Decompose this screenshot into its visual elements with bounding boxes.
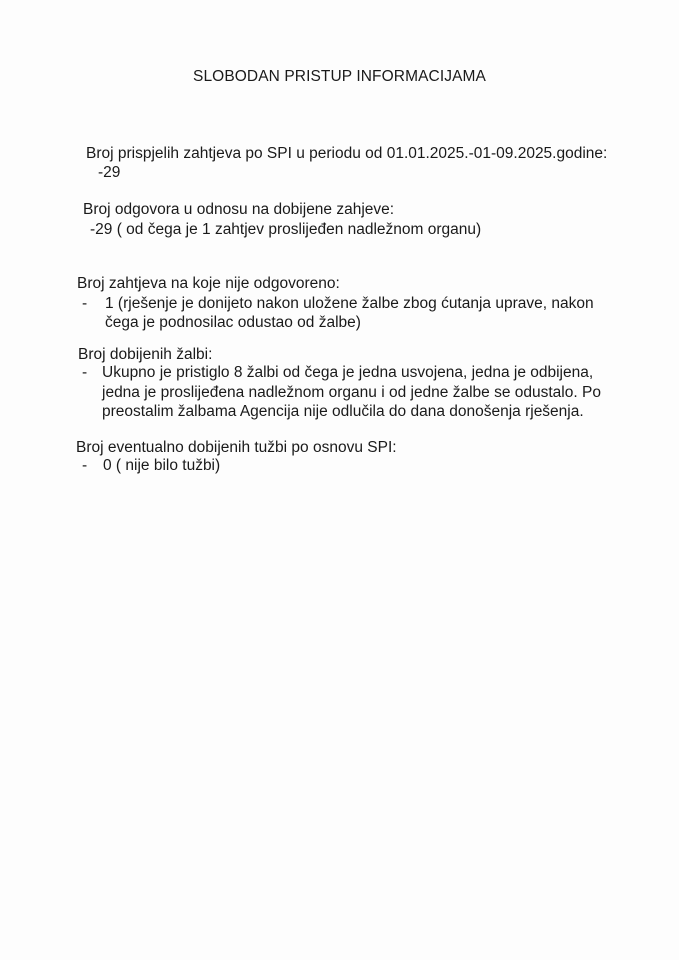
lawsuits-bullet: - (82, 457, 88, 474)
requests-received-value: -29 (98, 164, 121, 181)
unanswered-line-1: 1 (rješenje je donijeto nakon uložene žalbe zbog ćutanja uprave, nakon (105, 295, 594, 312)
lawsuits-heading: Broj eventualno dobijenih tužbi po osnovu SPI: (76, 439, 397, 456)
unanswered-heading: Broj zahtjeva na koje nije odgovoreno: (77, 275, 340, 292)
appeals-heading: Broj dobijenih žalbi: (78, 346, 213, 363)
appeals-line-1: Ukupno je pristiglo 8 žalbi od čega je jedna usvojena, jedna je odbijena, (102, 364, 594, 381)
document-title: SLOBODAN PRISTUP INFORMACIJAMA (193, 68, 486, 85)
responses-value: -29 ( od čega je 1 zahtjev proslijeđen nadležnom organu) (90, 221, 482, 238)
appeals-bullet: - (82, 364, 88, 381)
appeals-line-2: jedna je proslijeđena nadležnom organu i od jedne žalbe se odustalo. Po (102, 384, 601, 401)
lawsuits-value: 0 ( nije bilo tužbi) (103, 457, 221, 474)
appeals-line-3: preostalim žalbama Agencija nije odlučila do dana donošenja rješenja. (102, 403, 584, 420)
unanswered-line-2: čega je podnosilac odustao od žalbe) (105, 314, 361, 331)
requests-received-heading: Broj prispjelih zahtjeva po SPI u periodu od 01.01.2025.-01-09.2025.godine: (86, 145, 608, 162)
responses-heading: Broj odgovora u odnosu na dobijene zahjeve: (83, 201, 395, 218)
unanswered-bullet: - (82, 295, 88, 312)
